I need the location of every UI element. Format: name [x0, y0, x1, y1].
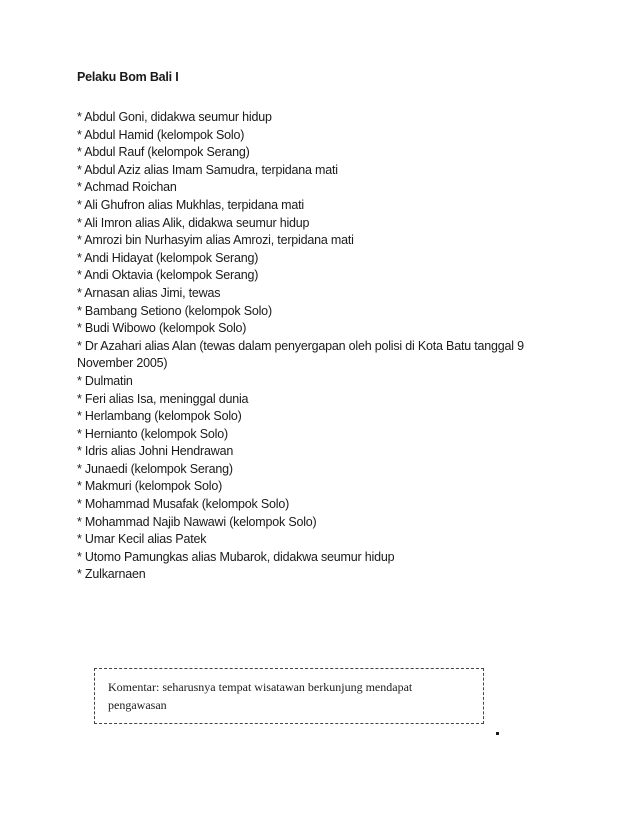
comment-text: Komentar: seharusnya tempat wisatawan berkunjung mendapat pengawasan	[108, 680, 413, 712]
list-item: * Budi Wibowo (kelompok Solo)	[77, 321, 247, 336]
comment-anchor-dot	[496, 732, 499, 735]
list-item: * Abdul Goni, didakwa seumur hidup	[77, 110, 272, 124]
list-item: * Andi Oktavia (kelompok Serang)	[77, 268, 259, 283]
list-item: * Utomo Pamungkas alias Mubarok, didakwa seumur hidup	[77, 549, 395, 564]
list-item: * Andi Hidayat (kelompok Serang)	[77, 250, 259, 265]
list-item: * Abdul Hamid (kelompok Solo)	[77, 127, 245, 142]
list-item: * Ali Imron alias Alik, didakwa seumur hidup	[77, 215, 310, 230]
list-item: * Junaedi (kelompok Serang)	[77, 461, 233, 476]
list-item: * Umar Kecil alias Patek	[77, 532, 207, 547]
list-item: * Zulkarnaen	[77, 567, 146, 582]
list-item: * Feri alias Isa, meninggal dunia	[77, 391, 249, 406]
list-item: * Bambang Setiono (kelompok Solo)	[77, 303, 272, 318]
document-title: Pelaku Bom Bali I	[77, 70, 179, 84]
list-item: * Hernianto (kelompok Solo)	[77, 426, 228, 441]
list-item: * Mohammad Musafak (kelompok Solo)	[77, 497, 290, 512]
list-item: * Abdul Aziz alias Imam Samudra, terpidana mati	[77, 162, 338, 177]
perpetrator-list	[77, 109, 567, 584]
list-item: * Idris alias Johni Hendrawan	[77, 444, 234, 459]
comment-box	[94, 668, 484, 724]
list-item: * Ali Ghufron alias Mukhlas, terpidana mati	[77, 197, 304, 212]
list-item: * Herlambang (kelompok Solo)	[77, 409, 242, 424]
list-item: * Amrozi bin Nurhasyim alias Amrozi, terpidana mati	[77, 233, 354, 248]
list-item: * Dr Azahari alias Alan (tewas dalam penyergapan oleh polisi di Kota Batu tanggal 9 November 2005)	[77, 338, 524, 371]
list-item: * Abdul Rauf (kelompok Serang)	[77, 145, 250, 160]
list-item: * Achmad Roichan	[77, 180, 177, 195]
list-item: * Mohammad Najib Nawawi (kelompok Solo)	[77, 514, 317, 529]
list-item: * Dulmatin	[77, 373, 133, 388]
list-item: * Makmuri (kelompok Solo)	[77, 479, 223, 494]
list-item: * Arnasan alias Jimi, tewas	[77, 285, 221, 300]
